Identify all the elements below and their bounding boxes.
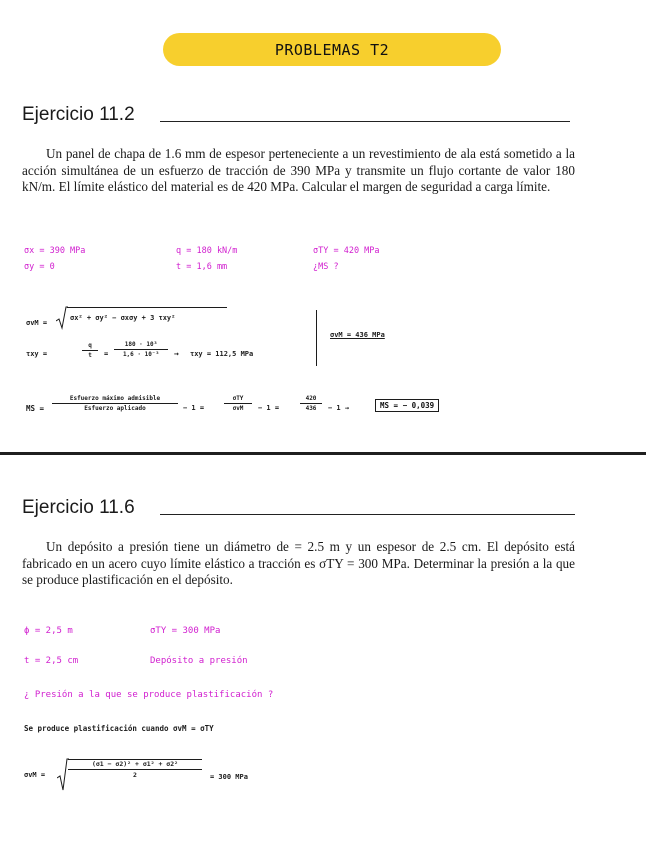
ex1-ms-minus1: − 1 =: [183, 404, 205, 412]
exercise-1-title-rule: [160, 121, 570, 122]
ex2-vm-sqrt-bar: [68, 759, 202, 760]
ex1-sigma-ty: σTY = 420 MPa: [313, 246, 380, 256]
ex1-ms-question: ¿MS ?: [313, 262, 339, 272]
ex1-ms-den1: Esfuerzo aplicado: [84, 405, 146, 412]
exercise-1-title: Ejercicio 11.2: [22, 104, 135, 125]
ex2-type: Depósito a presión: [150, 656, 248, 666]
ex2-vm-den: 2: [133, 771, 137, 779]
ex2-vm-frac: [68, 760, 202, 779]
ex1-separator: [316, 310, 317, 366]
ex1-txy-num1: q: [88, 342, 92, 349]
ex1-ms-num3: 420: [305, 395, 317, 402]
ex1-txy-num2: 180 · 10³: [124, 341, 158, 348]
ex1-txy-den2: 1,6 · 10⁻³: [122, 351, 160, 358]
ex1-arrow-icon: →: [174, 349, 179, 358]
ex1-txy-frac2: [114, 341, 168, 358]
ex1-ms-result: MS = − 0,039: [375, 399, 439, 412]
ex1-txy-lhs: τxy =: [26, 350, 48, 358]
exercise-1-statement: Un panel de chapa de 1.6 mm de espesor perteneciente a un revestimiento de ala está sometido a la acción simultánea de un esfuerzo de tracción de 390 MPa y transmite un flujo cortante de valor 180 kN/m. El límite elástico del material es de 420 MPa. Calcular el margen de seguridad a carga límite.: [22, 146, 575, 195]
ex1-sigma-x: σx = 390 MPa: [24, 246, 86, 256]
ex2-condition: Se produce plastificación cuando σvM = σTY: [24, 724, 214, 733]
ex1-ms-lhs: MS =: [26, 404, 45, 413]
ex1-ms-den3: 436: [305, 405, 317, 412]
exercise-2-title-rule: [160, 514, 575, 515]
ex1-vm-radicand: σx² + σy² − σxσy + 3 τxy²: [70, 314, 176, 322]
ex1-q: q = 180 kN/m: [176, 246, 238, 256]
ex1-txy-eq: =: [104, 350, 109, 358]
ex1-ms-num1: Esfuerzo máximo admisible: [69, 395, 161, 402]
ex1-vm-result: σvM = 436 MPa: [330, 331, 385, 339]
ex1-vm-sqrt-icon: [56, 306, 68, 330]
ex2-vm-lhs: σvM =: [24, 771, 46, 779]
ex1-vm-lhs: σvM =: [26, 319, 48, 327]
section-divider: [0, 452, 646, 455]
ex2-diameter: ϕ = 2,5 m: [24, 626, 73, 636]
ex1-txy-den1: t: [88, 352, 92, 359]
ex2-vm-rhs: = 300 MPa: [210, 773, 248, 781]
ex2-question: ¿ Presión a la que se produce plastificación ?: [24, 690, 274, 700]
page-title-pill: [163, 33, 501, 66]
ex2-vm-num: (σ1 − σ2)² + σ1² + σ2²: [91, 760, 179, 768]
page-title: PROBLEMAS T2: [274, 40, 390, 59]
ex2-sigma-ty: σTY = 300 MPa: [150, 626, 221, 636]
ex1-sigma-y: σy = 0: [24, 262, 55, 272]
ex1-ms-den2: σvM: [232, 405, 244, 412]
ex1-ms-frac2: [224, 395, 252, 412]
exercise-2-title: Ejercicio 11.6: [22, 497, 135, 518]
ex1-t: t = 1,6 mm: [176, 262, 228, 272]
ex1-ms-frac1: [52, 395, 178, 412]
ex1-ms-num2: σTY: [232, 395, 244, 402]
ex1-txy-result: τxy = 112,5 MPa: [190, 350, 254, 358]
ex1-vm-sqrt-bar: [67, 307, 227, 308]
ex2-thickness: t = 2,5 cm: [24, 656, 79, 666]
ex1-ms-minus3: − 1 →: [328, 404, 350, 412]
ex1-ms-frac3: [300, 395, 322, 412]
ex1-txy-frac1: [82, 342, 98, 359]
ex1-ms-minus2: − 1 =: [258, 404, 280, 412]
exercise-2-statement: Un depósito a presión tiene un diámetro de = 2.5 m y un espesor de 2.5 cm. El depósito está fabricado en un acero cuyo límite elástico a tracción es σTY = 300 MPa. Determinar la presión a la que se produce plastificación en el depósito.: [22, 539, 575, 588]
